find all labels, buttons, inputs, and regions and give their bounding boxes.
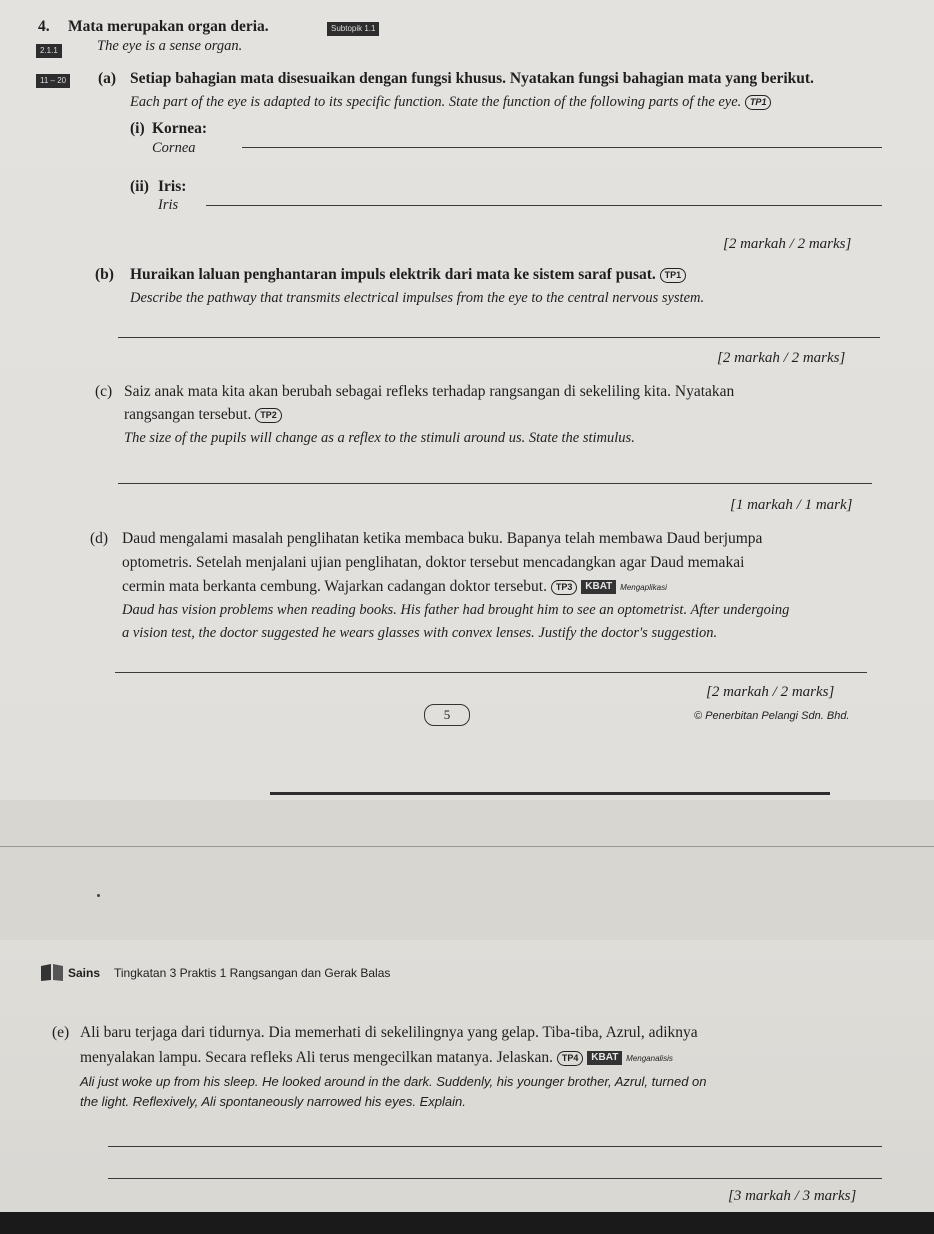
part-e-text-ms-1: Ali baru terjaga dari tidurnya. Dia memerhati di sekelilingnya yang gelap. Tiba-tiba, Azrul, adiknya bbox=[80, 1024, 698, 1041]
kbat-subtitle: Mengaplikasi bbox=[620, 582, 667, 592]
part-b-label: (b) bbox=[95, 266, 114, 283]
answer-line-d[interactable] bbox=[115, 672, 867, 673]
side-tag-2-text: 11 – 20 bbox=[36, 74, 70, 88]
kbat-badge: KBAT bbox=[587, 1051, 622, 1065]
part-c-marks: [1 markah / 1 mark] bbox=[730, 497, 853, 513]
kbat-badge: KBAT bbox=[581, 580, 616, 594]
tp-badge: TP1 bbox=[745, 95, 772, 110]
part-a-ii-text-en: Iris bbox=[158, 197, 179, 213]
side-tag bbox=[36, 40, 62, 58]
part-b-text-en: Describe the pathway that transmits electrical impulses from the eye to the central nervous system. bbox=[130, 290, 705, 306]
part-e-text-ms-2-wrap bbox=[80, 1049, 673, 1067]
part-d-text-ms-2: optometris. Setelah menjalani ujian penglihatan, doktor tersebut mencadangkan agar Daud memakai bbox=[122, 554, 745, 571]
part-d-text-ms-1: Daud mengalami masalah penglihatan ketika membaca buku. Bapanya telah membawa Daud berjumpa bbox=[122, 530, 763, 547]
copyright-text: © Penerbitan Pelangi Sdn. Bhd. bbox=[694, 710, 850, 722]
part-a-i-label: (i) bbox=[130, 120, 145, 137]
answer-line-c[interactable] bbox=[118, 483, 872, 484]
answer-line-cornea[interactable] bbox=[242, 147, 882, 148]
question-title-ms: Mata merupakan organ deria. bbox=[68, 18, 269, 35]
tp-badge: TP3 bbox=[551, 580, 578, 595]
page-gap bbox=[0, 800, 934, 940]
part-c-text-ms-2: rangsangan tersebut. bbox=[124, 406, 252, 423]
part-a-text-ms: Setiap bahagian mata disesuaikan dengan fungsi khusus. Nyatakan fungsi bahagian mata yang berikut. bbox=[130, 70, 814, 87]
part-e-label: (e) bbox=[52, 1024, 70, 1041]
part-d-text-en-1: Daud has vision problems when reading books. His father had brought him to see an optometrist. After undergoing bbox=[122, 602, 790, 618]
part-a-marks: [2 markah / 2 marks] bbox=[723, 236, 852, 252]
part-d-text-en-2: a vision test, the doctor suggested he wears glasses with convex lenses. Justify the doctor's suggestion. bbox=[122, 625, 718, 641]
answer-line-iris[interactable] bbox=[206, 205, 882, 206]
part-d-text-ms-3-wrap bbox=[122, 578, 667, 596]
tp-badge: TP4 bbox=[557, 1051, 584, 1066]
part-b-marks: [2 markah / 2 marks] bbox=[717, 350, 846, 366]
speck bbox=[97, 894, 100, 897]
book-title-bold: Sains bbox=[68, 966, 101, 980]
part-d-marks: [2 markah / 2 marks] bbox=[706, 684, 835, 700]
book-icon bbox=[40, 962, 64, 982]
answer-line-e-2[interactable] bbox=[108, 1178, 882, 1179]
kbat-subtitle: Menganalisis bbox=[626, 1053, 673, 1063]
side-tag-2 bbox=[36, 70, 70, 88]
question-number: 4. bbox=[38, 18, 50, 35]
subtopic-badge bbox=[327, 18, 379, 36]
page-bottom-rule bbox=[270, 792, 830, 795]
part-a-text-en bbox=[130, 94, 890, 111]
part-a-ii-label: (ii) bbox=[130, 178, 149, 195]
part-d-text-ms-3: cermin mata berkanta cembung. Wajarkan cadangan doktor tersebut. bbox=[122, 578, 547, 595]
part-a-text-en-span: Each part of the eye is adapted to its specific function. State the function of the following parts of the eye. bbox=[130, 94, 742, 110]
tp-badge: TP2 bbox=[255, 408, 282, 423]
question-title-en: The eye is a sense organ. bbox=[97, 38, 243, 54]
answer-line-b[interactable] bbox=[118, 337, 880, 338]
part-a-label: (a) bbox=[98, 70, 117, 87]
answer-line-e-1[interactable] bbox=[108, 1146, 882, 1147]
bottom-dark-edge bbox=[0, 1212, 934, 1234]
part-e-text-en-2: the light. Reflexively, Ali spontaneously narrowed his eyes. Explain. bbox=[80, 1094, 466, 1109]
part-d-label: (d) bbox=[90, 530, 109, 547]
part-a-i-text-ms: Kornea: bbox=[152, 120, 208, 137]
book-title-rest: Tingkatan 3 Praktis 1 Rangsangan dan Gerak Balas bbox=[114, 966, 391, 980]
part-e-marks: [3 markah / 3 marks] bbox=[728, 1188, 857, 1204]
side-tag-text: 2.1.1 bbox=[36, 44, 62, 58]
part-e-text-en-1: Ali just woke up from his sleep. He looked around in the dark. Suddenly, his younger brother, Azrul, turned on bbox=[80, 1074, 707, 1089]
part-b-text-ms: Huraikan laluan penghantaran impuls elektrik dari mata ke sistem saraf pusat. bbox=[130, 266, 656, 283]
part-a-ii-text-ms: Iris: bbox=[158, 178, 187, 195]
part-c-text-en: The size of the pupils will change as a reflex to the stimuli around us. State the stimulus. bbox=[124, 430, 635, 446]
part-c-label: (c) bbox=[95, 383, 113, 400]
part-b-text-ms-wrap bbox=[130, 266, 686, 284]
tp-badge: TP1 bbox=[660, 268, 687, 283]
part-e-text-ms-2: menyalakan lampu. Secara refleks Ali terus mengecilkan matanya. Jelaskan. bbox=[80, 1049, 553, 1066]
part-a-i-text-en: Cornea bbox=[152, 140, 196, 156]
part-c-text-ms-1: Saiz anak mata kita akan berubah sebagai refleks terhadap rangsangan di sekeliling kita. Nyatakan bbox=[124, 383, 735, 400]
page-edge bbox=[0, 846, 934, 847]
part-c-text-ms-2-wrap bbox=[124, 406, 282, 424]
page-number: 5 bbox=[424, 704, 470, 726]
subtopic-badge-text: Subtopik 1.1 bbox=[327, 22, 379, 36]
